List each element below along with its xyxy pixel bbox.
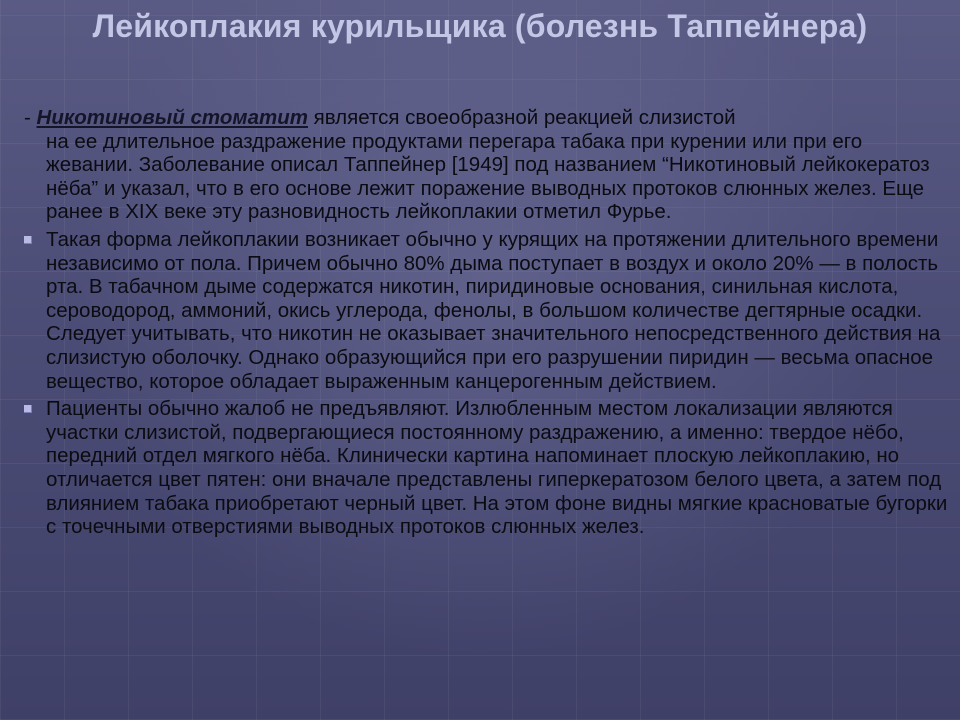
slide-title: Лейкоплакия курильщика (болезнь Таппейнера): [92, 8, 868, 44]
paragraph-text-first: является своеобразной реакцией слизистой: [307, 106, 736, 129]
lead-dash: -: [24, 106, 37, 129]
paragraph-text: Пациенты обычно жалоб не предъявляют. Излюбленным местом локализации являются участки слизистой, подвергающиеся постоянному раздражению, а именно: твердое нёбо, передний отдел мягкого нёба. Клинически картина напоминает плоскую лейкоплакию, но отличается цвет пятен: они вначале представлены гиперкератозом белого цвета, а затем под влиянием табака приобретают черный цвет. На этом фоне видны мягкие красноватые бугорки с точечными отверстиями выводных протоков слюнных желез.: [46, 397, 948, 539]
paragraph-text-rest: на ее длительное раздражение продуктами перегара табака при курении или при его жевании. Заболевание описал Таппейнер [1949] под названием “Никотиновый лейкокератоз нёба” и указал, что в его основе лежит поражение выводных протоков слюнных желез. Еще ранее в XIX веке эту разновидность лейкоплакии отметил Фурье.: [46, 129, 930, 224]
paragraph-smokers-form: [24, 228, 950, 393]
square-bullet-icon: [24, 405, 32, 413]
square-bullet-icon: [24, 236, 32, 244]
term-nicotine-stomatitis: Никотиновый стоматит: [36, 106, 308, 129]
paragraph-first-line: [24, 106, 950, 130]
paragraph-nicotine-stomatitis: [24, 106, 950, 224]
paragraph-text: Такая форма лейкоплакии возникает обычно у курящих на протяжении длительного времени независимо от пола. Причем обычно 80% дыма поступает в воздух и около 20% — в полость рта. В табачном дыме содержатся никотин, пиридиновые основания, синильная кислота, сероводород, аммоний, окись углерода, фенолы, в большом количестве дегтярные осадки. Следует учитывать, что никотин не оказывает значительного непосредственного действия на слизистую оболочку. Однако образующийся при его разрушении пиридин — весьма опасное вещество, которое обладает выраженным канцерогенным действием.: [46, 227, 941, 393]
paragraph-clinical-picture: [24, 397, 950, 539]
slide-body: [24, 106, 950, 543]
